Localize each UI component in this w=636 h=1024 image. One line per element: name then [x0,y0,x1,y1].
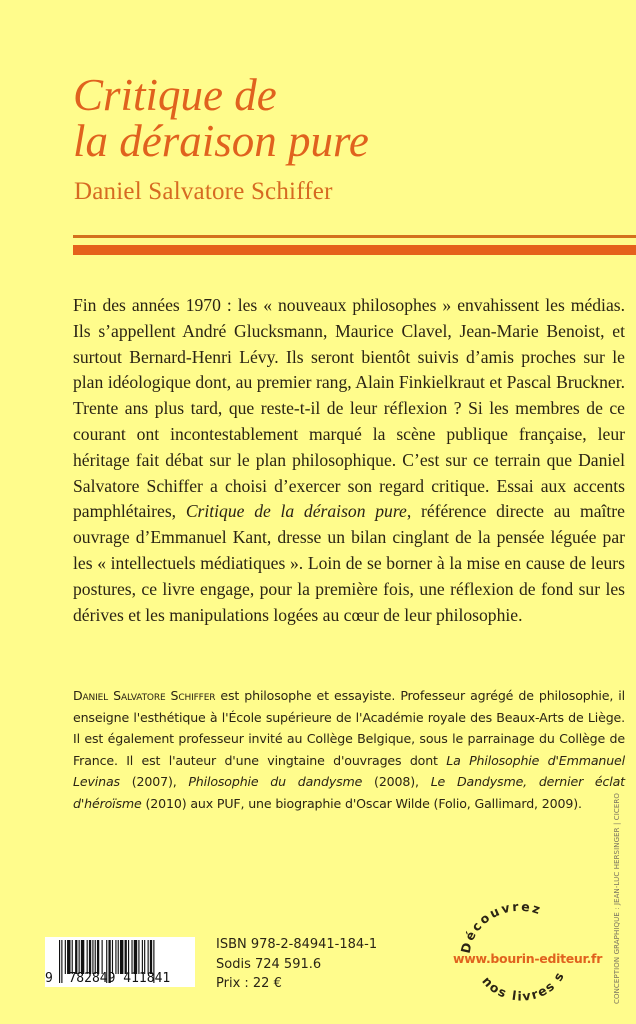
barcode [45,937,195,987]
barcode-bar [97,940,99,974]
website-arc-top: Découvrez [457,898,545,955]
bio-work-1: La Philosophie d'Emmanuel Levinas [73,752,625,790]
bio-work-3: Le Dandysme, dernier éclat d'héroïsme [73,774,625,811]
website-arc-bottom: nos livres sur [442,898,568,1004]
book-title-line-2: la déraison pure [73,116,369,166]
barcode-bar [102,940,103,974]
blurb-text-1: Fin des années 1970 : les « nouveaux philosophes » envahissent les médias. Ils s’appellent André Glucksmann, Maurice Clavel, Jean-Marie Benoist, et surtout Bernard-Henri Lévy. Ils seront bientôt suivis d’amis proches sur le plan idéologique dont, au premier rang, Alain Finkielkraut et Pascal Bruckner. Trente ans plus tard, que reste-t-il de leur réflexion ? Si les membres de ce courant ont incontestablement marqué la scène publique française, leur héritage fait débat sur le plan philosophique. C’est sur ce terrain que Daniel Salvatore Schiffer a choisi d’exercer son regard critique. Essai aux accents pamphlétaires, [73,295,625,522]
divider-thick [73,245,636,255]
barcode-bar [87,940,88,974]
bio-text-1: est philosophe et essayiste. Professeur agrégé de philosophie, il enseigne l'esthétique à l'École supérieure de l'Académie royale des Beaux-Arts de Liège. Il est également professeur invité au Collège Belgique, sous le parrainage du Collège de France. Il est l'auteur d'une vingtaine d'ouvrages dont [73,688,625,768]
barcode-bar [89,940,91,974]
book-author: Daniel Salvatore Schiffer [74,178,333,205]
barcode-bar [92,940,93,974]
barcode-bar [138,940,139,974]
price: Prix : 22 € [216,976,282,991]
barcode-bar [118,940,119,974]
barcode-bar [95,940,96,974]
author-bio [73,685,625,815]
design-credit: CONCEPTION GRAPHIQUE : JEAN-LUC HERSINGER | CICERO [613,793,621,1004]
barcode-bar [120,940,123,974]
bio-work-2: Philosophie du dandysme [188,774,363,790]
sodis-code: Sodis 724 591.6 [216,956,322,972]
publication-info [216,935,377,994]
blurb-title-reference: Critique de la déraison pure [185,501,407,522]
book-title-line-1: Critique de [73,70,277,120]
barcode-bar [65,940,66,974]
bio-year-2: (2008), [362,774,431,790]
barcode-bar [115,940,116,974]
bio-text-2: (2010) aux PUF, une biographie d'Oscar Wilde (Folio, Gallimard, 2009). [141,795,582,811]
barcode-bar [79,940,80,974]
barcode-digits [45,972,195,986]
blurb-text-2: , référence directe au maître ouvrage d’Emmanuel Kant, dresse un bilan cinglant de la pensée léguée par les « intellectuels médiatiques ». Loin de se borner à la mise en cause de leurs postures, ce livre engage, pour la première fois, une réflexion de fond sur les dérives et les manipulations logées au cœur de leur philosophie. [73,501,625,625]
book-title [73,72,369,164]
website-arc-top-text [458,899,545,955]
barcode-bar [142,940,143,974]
barcode-digits-group-2: 411841 [123,971,171,986]
barcode-bar [72,940,73,974]
barcode-bar [75,940,77,974]
barcode-bar [131,940,132,974]
barcode-bar [148,940,149,974]
divider-thin [73,235,636,238]
bio-author-name: Daniel Salvatore Schiffer [73,688,216,703]
barcode-bar [112,940,113,974]
barcode-digits-group-1: 782849 [68,971,116,986]
barcode-bar [67,940,70,974]
barcode-bar [134,940,137,974]
barcode-bar [150,940,152,974]
barcode-bar [128,940,129,974]
bio-year-1: (2007), [119,774,189,790]
barcode-digit-lead: 9 [45,971,53,986]
book-blurb [73,293,625,628]
publisher-website-link[interactable]: www.bourin-editeur.fr [453,951,603,966]
barcode-bar [144,940,145,974]
barcode-bar [81,940,84,974]
isbn: ISBN 978-2-84941-184-1 [216,937,378,952]
barcode-bar [125,940,127,974]
